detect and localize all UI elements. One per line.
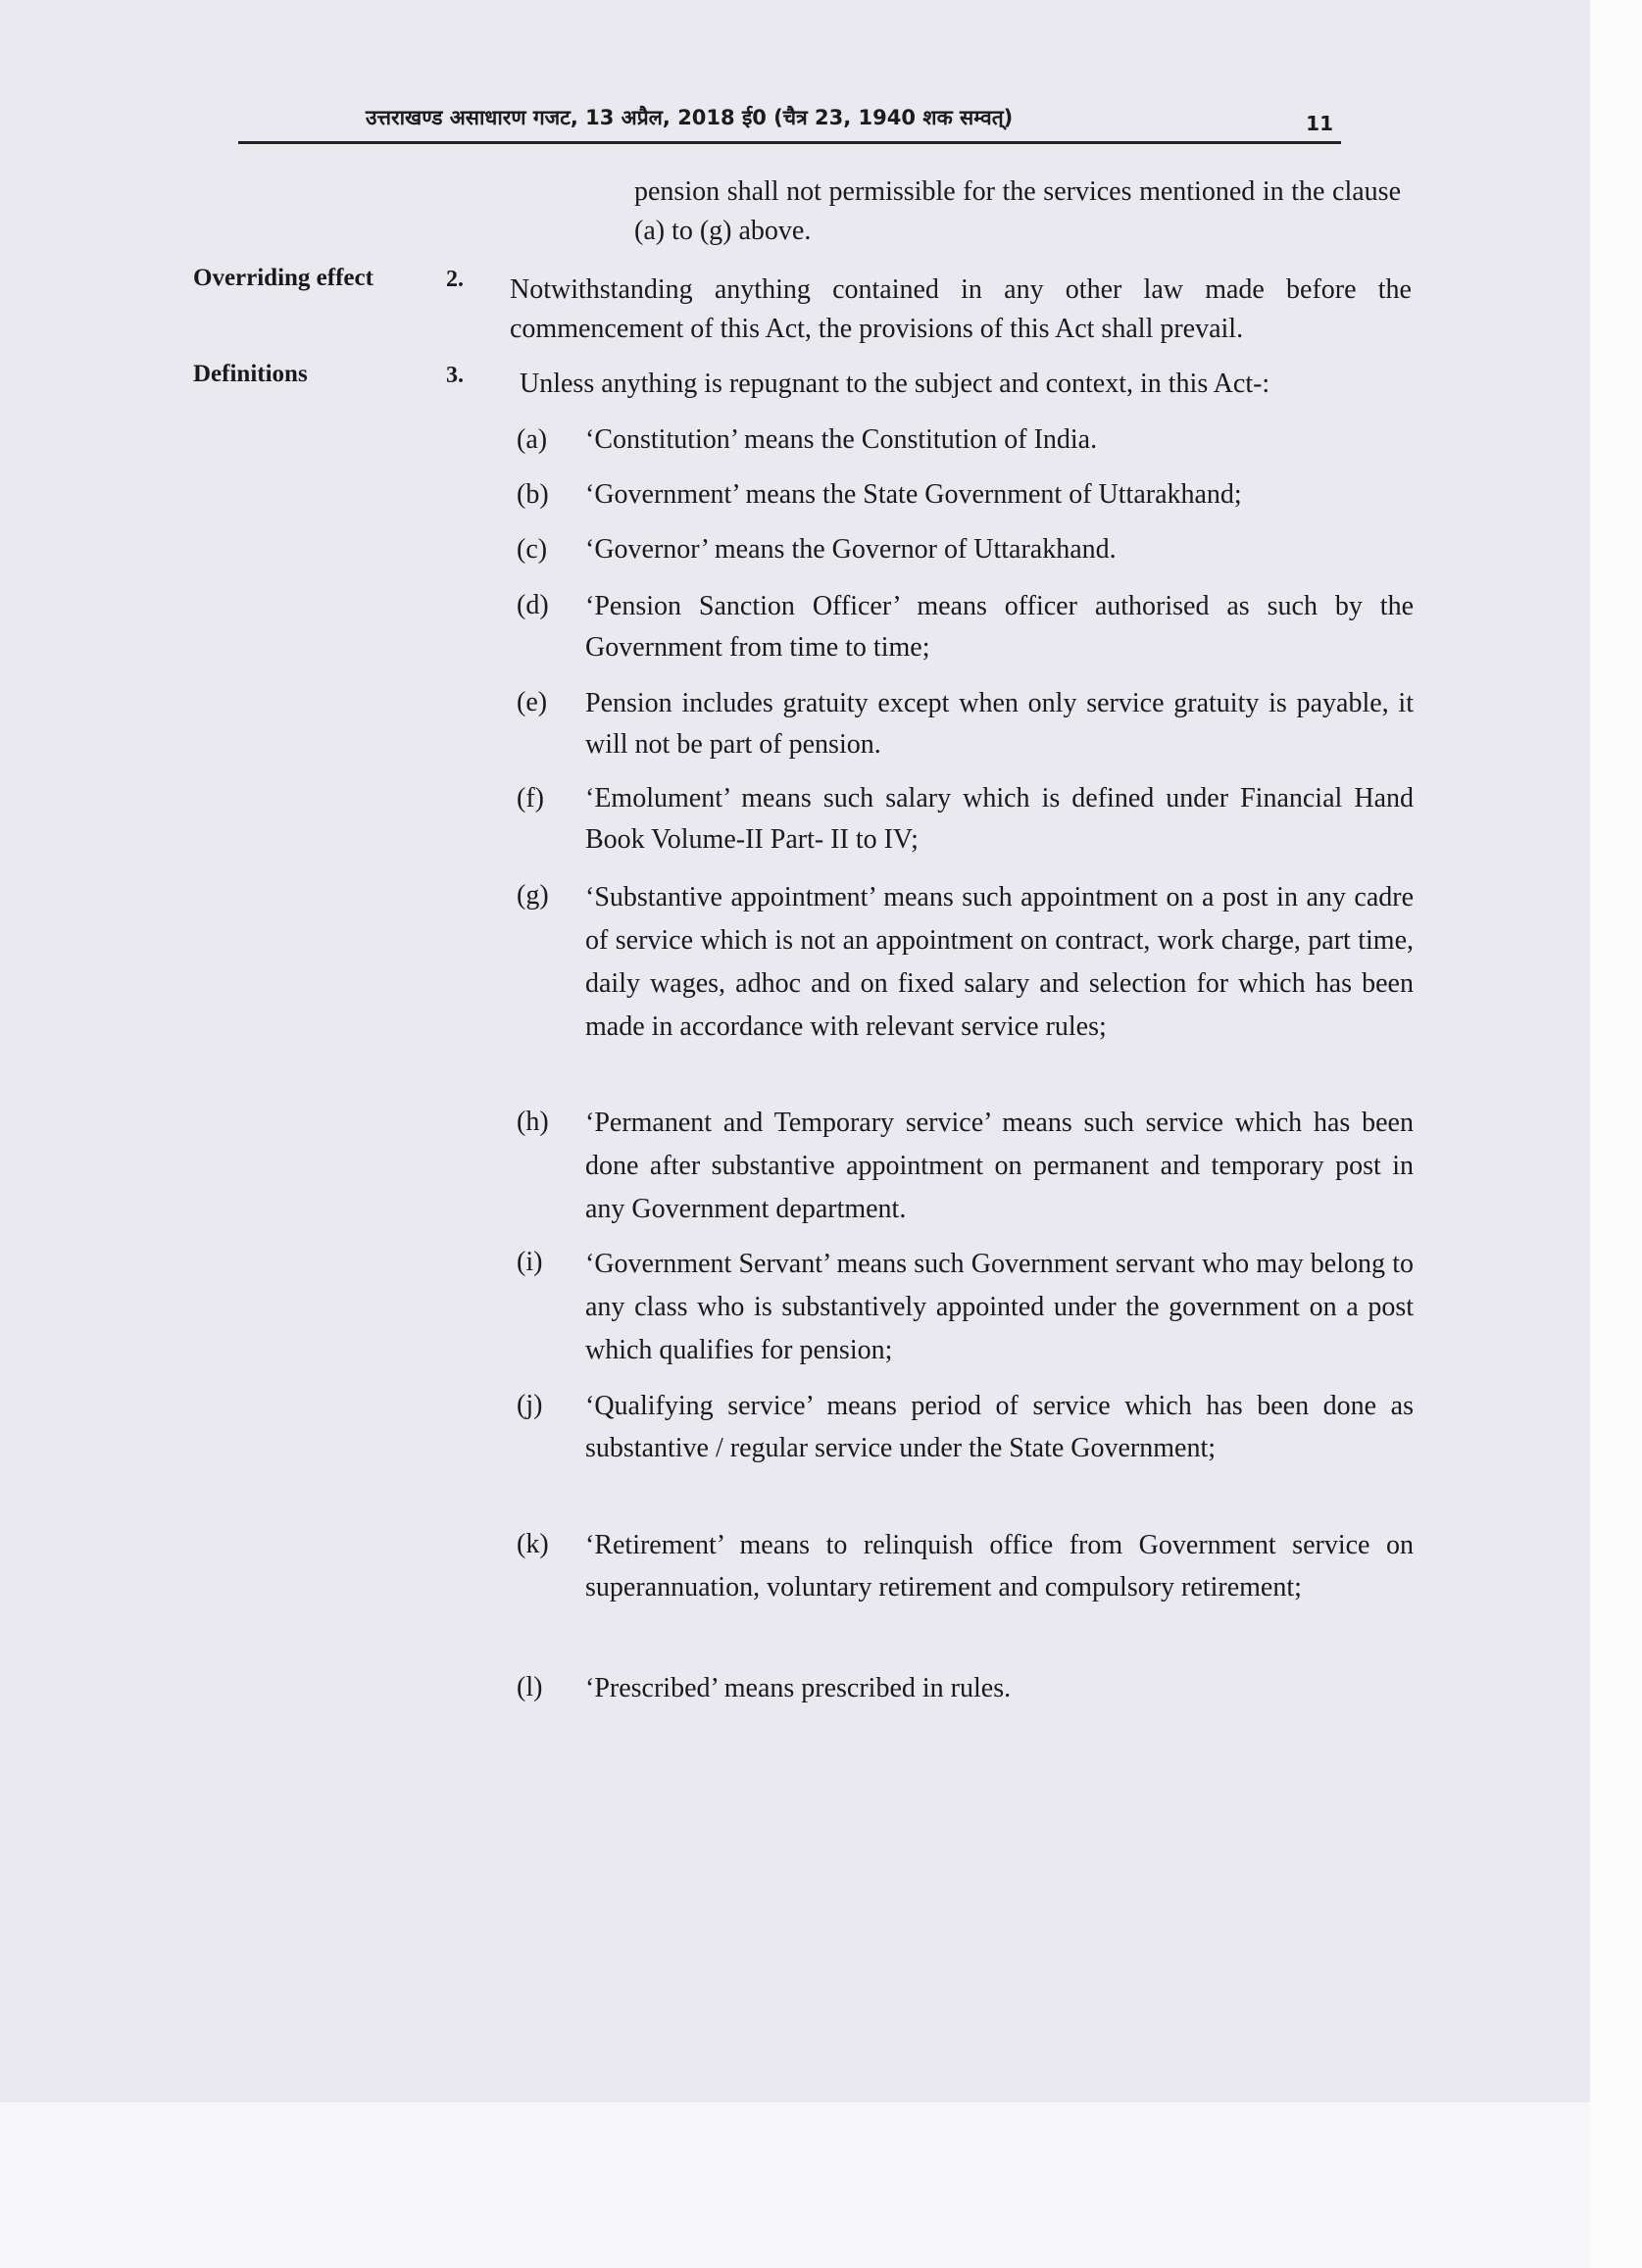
gazette-header (238, 98, 1341, 141)
clause-text-c: ‘Governor’ means the Governor of Uttarakhand. (585, 534, 1117, 565)
clause-text-h: ‘Permanent and Temporary service’ means such service which has been done after substantive appointment on permanent and temporary post in any Government department. (585, 1108, 1414, 1224)
section-number-3: 3. (446, 363, 464, 388)
page-number: 11 (1306, 112, 1333, 135)
section-label-definitions: Definitions (193, 361, 308, 387)
clause-text-b: ‘Government’ means the State Government of Uttarakhand; (585, 479, 1242, 510)
clause-letter-e: (e) (517, 687, 548, 717)
section-text-2: Notwithstanding anything contained in any other law made before the commencement of this Act, the provisions of this Act shall prevail. (510, 274, 1412, 344)
clause-letter-c: (c) (517, 534, 548, 565)
section-label-overriding-effect: Overriding effect (193, 265, 373, 291)
page-margin (1590, 0, 1642, 2268)
header-title: उत्तराखण्ड असाधारण गजट, 13 अप्रैल, 2018 ई0 (चैत्र 23, 1940 शक सम्वत्) (366, 106, 1014, 129)
clause-letter-h: (h) (517, 1107, 549, 1137)
clause-text-j: ‘Qualifying service’ means period of service which has been done as substantive / regular service under the State Government; (585, 1391, 1414, 1463)
clause-text-f: ‘Emolument’ means such salary which is defined under Financial Hand Book Volume-II Part- II to IV; (585, 783, 1414, 855)
clause-text-a: ‘Constitution’ means the Constitution of India. (585, 424, 1098, 455)
clause-text-l: ‘Prescribed’ means prescribed in rules. (585, 1673, 1012, 1703)
clause-letter-d: (d) (517, 590, 549, 620)
clause-letter-k: (k) (517, 1529, 549, 1559)
clause-text-d: ‘Pension Sanction Officer’ means officer authorised as such by the Government from time to time; (585, 591, 1414, 663)
clause-letter-f: (f) (517, 783, 544, 814)
clause-text-i: ‘Government Servant’ means such Government servant who may belong to any class who is substantively appointed under the government on a post which qualifies for pension; (585, 1249, 1414, 1365)
clause-letter-b: (b) (517, 479, 549, 510)
clause-letter-j: (j) (517, 1390, 543, 1420)
clause-letter-i: (i) (517, 1247, 543, 1277)
header-rule (238, 141, 1341, 144)
clause-text-g: ‘Substantive appointment’ means such appointment on a post in any cadre of service which is not an appointment on contract, work charge, part time, daily wages, adhoc and on fixed salary and selection for which has been made in accordance with relevant service rules; (585, 882, 1414, 1042)
clause-letter-l: (l) (517, 1672, 543, 1702)
section-text-3: Unless anything is repugnant to the subject and context, in this Act-: (520, 369, 1270, 399)
clause-text-k: ‘Retirement’ means to relinquish office from Government service on superannuation, voluntary retirement and compulsory retirement; (585, 1530, 1414, 1602)
clause-letter-a: (a) (517, 424, 548, 455)
clause-letter-g: (g) (517, 880, 549, 911)
continuation-text: pension shall not permissible for the services mentioned in the clause (a) to (g) above. (634, 176, 1401, 246)
clause-text-e: Pension includes gratuity except when only service gratuity is payable, it will not be part of pension. (585, 688, 1414, 760)
section-number-2: 2. (446, 267, 464, 292)
